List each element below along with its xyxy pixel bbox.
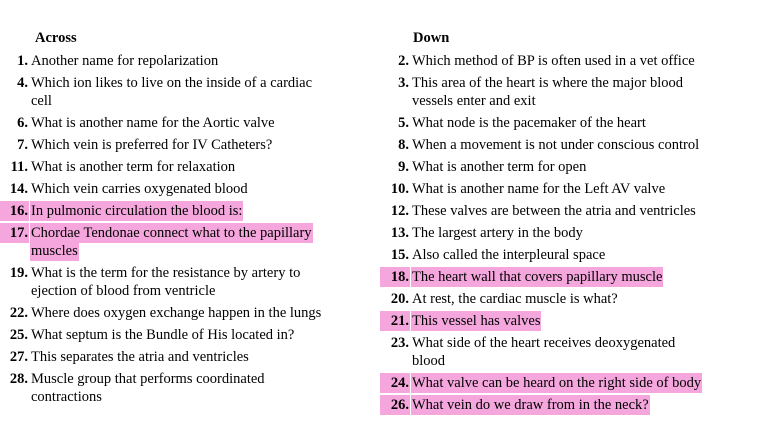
clue-text: This vessel has valves bbox=[412, 313, 541, 329]
across-clue-19 bbox=[0, 264, 380, 300]
down-clue-13 bbox=[381, 224, 767, 242]
clue-text: Which method of BP is often used in a vet office bbox=[412, 53, 695, 69]
clue-number: 1. bbox=[17, 53, 28, 69]
down-clue-5 bbox=[381, 114, 767, 132]
clue-text: This separates the atria and ventricles bbox=[31, 349, 249, 365]
clue-number: 12. bbox=[390, 203, 409, 219]
clue-text: What is the term for the resistance by artery to bbox=[31, 265, 301, 281]
clue-number: 23. bbox=[390, 335, 409, 351]
clue-text: What side of the heart receives deoxygenated bbox=[412, 335, 676, 351]
across-clue-22 bbox=[0, 304, 380, 322]
down-clue-15 bbox=[381, 246, 767, 264]
clue-text: Chordae Tendonae connect what to the papillary bbox=[31, 225, 312, 241]
clue-number: 25. bbox=[9, 327, 28, 343]
clue-text: When a movement is not under conscious control bbox=[412, 137, 700, 153]
clue-number: 28. bbox=[9, 371, 28, 387]
down-clue-3 bbox=[381, 74, 767, 110]
clue-text: cell bbox=[31, 93, 52, 109]
clue-number: 15. bbox=[390, 247, 409, 263]
down-clue-12 bbox=[381, 202, 767, 220]
clue-text: Muscle group that performs coordinated bbox=[31, 371, 265, 387]
down-clue-26 bbox=[381, 396, 767, 414]
down-clue-21 bbox=[381, 312, 767, 330]
down-clue-20 bbox=[381, 290, 767, 308]
clue-number: 26. bbox=[381, 396, 409, 414]
clue-number: 18. bbox=[381, 268, 409, 286]
across-clue-1 bbox=[0, 52, 380, 70]
clue-number: 2. bbox=[398, 53, 409, 69]
clue-number: 9. bbox=[398, 159, 409, 175]
clue-text: In pulmonic circulation the blood is: bbox=[31, 203, 243, 219]
clue-text: This area of the heart is where the major blood bbox=[412, 75, 683, 91]
clue-text: These valves are between the atria and ventricles bbox=[412, 203, 696, 219]
clue-text: What valve can be heard on the right side of body bbox=[412, 375, 702, 391]
clue-number: 16. bbox=[0, 202, 28, 220]
clue-number: 17. bbox=[0, 224, 28, 242]
clue-number: 3. bbox=[398, 75, 409, 91]
clue-text: The largest artery in the body bbox=[412, 225, 583, 241]
clue-text: blood bbox=[412, 353, 446, 369]
clue-text: What septum is the Bundle of His located in? bbox=[31, 327, 295, 343]
across-clue-17 bbox=[0, 224, 380, 260]
across-clue-6 bbox=[0, 114, 380, 132]
across-clue-14 bbox=[0, 180, 380, 198]
clue-number: 13. bbox=[390, 225, 409, 241]
across-clue-11 bbox=[0, 158, 380, 176]
down-clue-10 bbox=[381, 180, 767, 198]
down-clue-2 bbox=[381, 52, 767, 70]
across-clue-25 bbox=[0, 326, 380, 344]
clue-number: 27. bbox=[9, 349, 28, 365]
clue-number: 19. bbox=[9, 265, 28, 281]
clue-number: 21. bbox=[381, 312, 409, 330]
clue-text: vessels enter and exit bbox=[412, 93, 536, 109]
clue-number: 4. bbox=[17, 75, 28, 91]
across-clue-28 bbox=[0, 370, 380, 406]
clue-text: What is another term for relaxation bbox=[31, 159, 236, 175]
clue-text: What node is the pacemaker of the heart bbox=[412, 115, 646, 131]
down-clue-24 bbox=[381, 374, 767, 392]
clue-text: Which vein is preferred for IV Catheters? bbox=[31, 137, 273, 153]
down-clue-23 bbox=[381, 334, 767, 370]
clue-text: The heart wall that covers papillary muscle bbox=[412, 269, 663, 285]
clue-text: What vein do we draw from in the neck? bbox=[412, 397, 649, 413]
down-heading: Down bbox=[413, 30, 450, 46]
clue-number: 22. bbox=[9, 305, 28, 321]
clue-number: 24. bbox=[381, 374, 409, 392]
clue-text: What is another name for the Aortic valve bbox=[31, 115, 275, 131]
down-clue-18 bbox=[381, 268, 767, 286]
down-clue-8 bbox=[381, 136, 767, 154]
across-clue-7 bbox=[0, 136, 380, 154]
clue-text: muscles bbox=[31, 243, 78, 259]
clue-text: ejection of blood from ventricle bbox=[31, 283, 216, 299]
clue-number: 5. bbox=[398, 115, 409, 131]
clue-text: Where does oxygen exchange happen in the lungs bbox=[31, 305, 322, 321]
down-clue-9 bbox=[381, 158, 767, 176]
clue-number: 8. bbox=[398, 137, 409, 153]
clue-text: At rest, the cardiac muscle is what? bbox=[412, 291, 618, 307]
clue-text: Which ion likes to live on the inside of a cardiac bbox=[31, 75, 313, 91]
across-heading: Across bbox=[35, 30, 77, 46]
clue-text: Which vein carries oxygenated blood bbox=[31, 181, 248, 197]
across-clue-16 bbox=[0, 202, 380, 220]
clue-number: 11. bbox=[10, 159, 28, 175]
clue-number: 20. bbox=[390, 291, 409, 307]
clue-number: 10. bbox=[390, 181, 409, 197]
clue-text: Another name for repolarization bbox=[31, 53, 219, 69]
across-clue-4 bbox=[0, 74, 380, 110]
clue-text: contractions bbox=[31, 389, 102, 405]
clue-text: What is another term for open bbox=[412, 159, 587, 175]
clue-text: What is another name for the Left AV valve bbox=[412, 181, 666, 197]
across-clue-27 bbox=[0, 348, 380, 366]
clue-text: Also called the interpleural space bbox=[412, 247, 606, 263]
clue-number: 7. bbox=[17, 137, 28, 153]
clue-number: 14. bbox=[9, 181, 28, 197]
clue-number: 6. bbox=[17, 115, 28, 131]
